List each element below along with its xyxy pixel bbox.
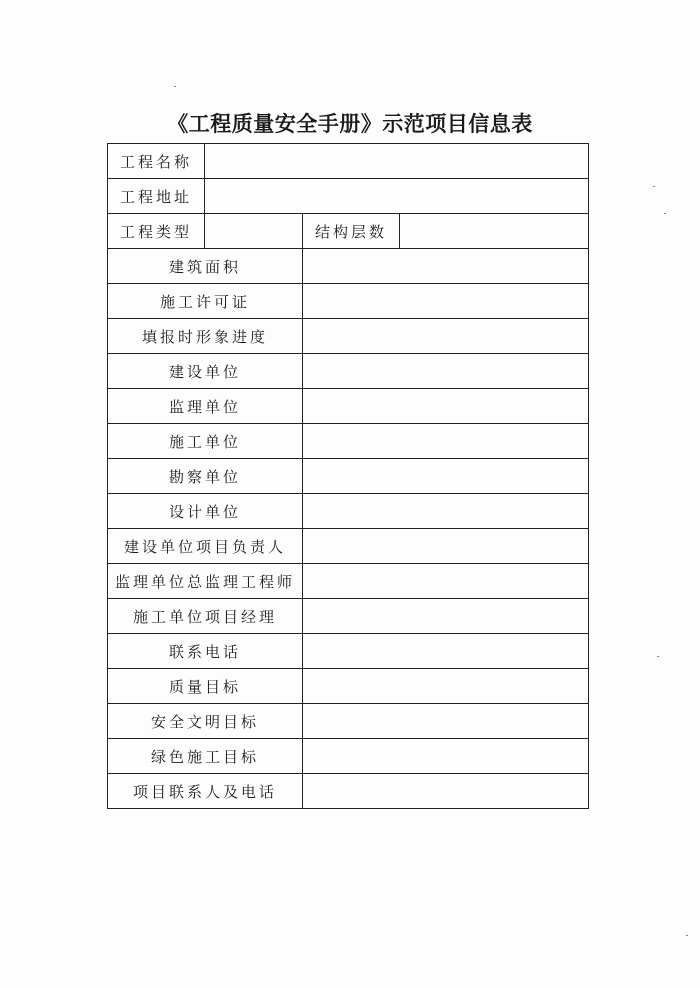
project-type-field[interactable] — [205, 214, 303, 249]
project-address-field[interactable] — [205, 179, 589, 214]
value-field[interactable] — [303, 529, 589, 564]
table-row — [108, 424, 589, 459]
page-title: 《工程质量安全手册》示范项目信息表 — [167, 111, 533, 136]
row-label: 设计单位 — [108, 494, 303, 529]
row-label: 结构层数 — [303, 214, 400, 249]
value-field[interactable] — [303, 634, 589, 669]
scan-speck — [174, 86, 176, 87]
row-label: 勘察单位 — [108, 459, 303, 494]
value-field[interactable] — [303, 564, 589, 599]
row-label: 工程地址 — [108, 179, 205, 214]
table-row — [108, 249, 589, 284]
value-field[interactable] — [303, 459, 589, 494]
table-row — [108, 669, 589, 704]
row-label: 安全文明目标 — [108, 704, 303, 739]
row-label: 建设单位 — [108, 354, 303, 389]
row-label: 监理单位 — [108, 389, 303, 424]
project-name-field[interactable] — [205, 144, 589, 179]
row-label: 质量目标 — [108, 669, 303, 704]
row-label: 绿色施工目标 — [108, 739, 303, 774]
scan-speck — [664, 213, 666, 214]
table-row — [108, 634, 589, 669]
value-field[interactable] — [303, 704, 589, 739]
row-label: 联系电话 — [108, 634, 303, 669]
scan-speck — [686, 935, 688, 936]
table-row — [108, 494, 589, 529]
row-label: 项目联系人及电话 — [108, 774, 303, 809]
value-field[interactable] — [303, 354, 589, 389]
table-row — [108, 179, 589, 214]
value-field[interactable] — [303, 774, 589, 809]
table-row — [108, 389, 589, 424]
project-info-table — [107, 143, 589, 809]
row-label: 填报时形象进度 — [108, 319, 303, 354]
table-row — [108, 704, 589, 739]
value-field[interactable] — [303, 424, 589, 459]
table-row — [108, 599, 589, 634]
table-row — [108, 319, 589, 354]
scan-speck — [653, 186, 655, 187]
table-row — [108, 459, 589, 494]
value-field[interactable] — [303, 319, 589, 354]
table-row — [108, 529, 589, 564]
value-field[interactable] — [303, 669, 589, 704]
structure-floors-field[interactable] — [400, 214, 589, 249]
table-row — [108, 739, 589, 774]
row-label: 施工单位 — [108, 424, 303, 459]
table-row — [108, 214, 589, 249]
row-label: 建筑面积 — [108, 249, 303, 284]
row-label: 工程名称 — [108, 144, 205, 179]
scan-speck — [657, 656, 659, 657]
row-label: 施工许可证 — [108, 284, 303, 319]
table-row — [108, 284, 589, 319]
table-row — [108, 564, 589, 599]
value-field[interactable] — [303, 494, 589, 529]
value-field[interactable] — [303, 284, 589, 319]
value-field[interactable] — [303, 739, 589, 774]
value-field[interactable] — [303, 599, 589, 634]
row-label: 监理单位总监理工程师 — [108, 564, 303, 599]
value-field[interactable] — [303, 249, 589, 284]
table-row — [108, 354, 589, 389]
table-row — [108, 144, 589, 179]
row-label: 工程类型 — [108, 214, 205, 249]
row-label: 施工单位项目经理 — [108, 599, 303, 634]
table-row — [108, 774, 589, 809]
value-field[interactable] — [303, 389, 589, 424]
row-label: 建设单位项目负责人 — [108, 529, 303, 564]
